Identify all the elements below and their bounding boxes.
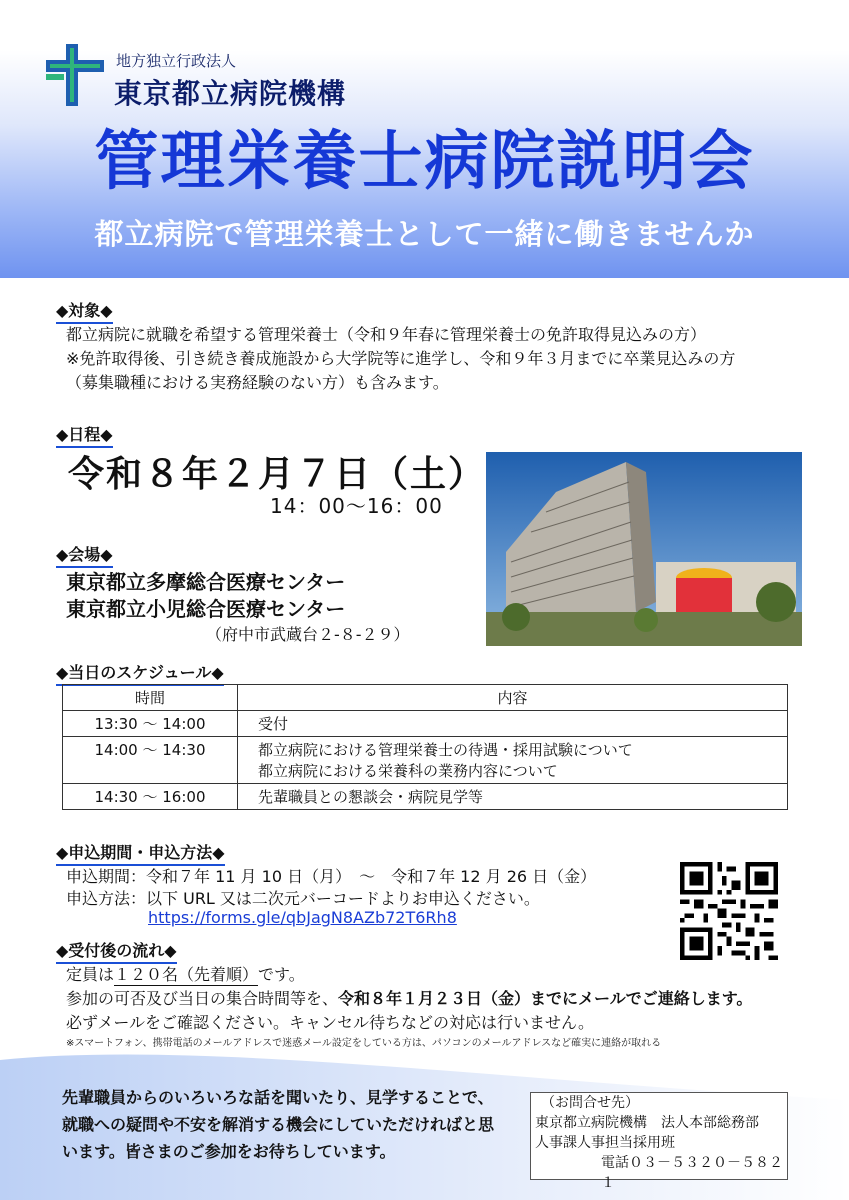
table-row (63, 784, 788, 810)
schedule-table (62, 684, 788, 810)
closing-line-2: 就職への疑問や不安を解消する機会にしていただければと思 (62, 1115, 495, 1134)
venue-name-1: 東京都立多摩総合医療センター (66, 570, 346, 594)
row-time: 14:00 ～ 14:30 (63, 737, 238, 784)
url-wrapper (148, 908, 457, 927)
row-time: 14:30 ～ 16:00 (63, 784, 238, 810)
schedule-header-row (63, 685, 788, 711)
row-time: 13:30 ～ 14:00 (63, 711, 238, 737)
flow-confirm: 必ずメールをご確認ください。キャンセル待ちなどの対応は行いません。 (66, 1013, 595, 1032)
contact-heading: （お問合せ先） (541, 1095, 639, 1111)
cross-logo-icon (46, 44, 104, 106)
closing-line-1: 先輩職員からのいろいろな話を聞いたり、見学することで、 (62, 1088, 494, 1107)
org-subtitle: 地方独立行政法人 (116, 52, 237, 70)
closing-line-3: います。皆さまのご参加をお待ちしています。 (62, 1142, 396, 1161)
row-content (238, 737, 788, 784)
flow-notify (66, 986, 752, 1009)
date-heading: ◆日程◆ (56, 422, 113, 448)
target-line-3: （募集職種における実務経験のない方）も含みます。 (66, 373, 449, 392)
period-value: 令和７年 11 月 10 日（月） ～ 令和７年 12 月 26 日（金） (146, 867, 597, 886)
application-url-link[interactable]: https://forms.gle/qbJagN8AZb72T6Rh8 (148, 908, 457, 927)
target-line-2: ※免許取得後、引き続き養成施設から大学院等に進学し、令和９年３月までに卒業見込みの方 (66, 349, 736, 368)
method-label: 申込方法： (66, 889, 147, 908)
application-period (66, 864, 596, 887)
method-value: 以下 URL 又は二次元バーコードよりお申込ください。 (146, 889, 540, 908)
venue-address: （府中市武蔵台２-８-２９） (206, 625, 410, 644)
target-heading: ◆対象◆ (56, 298, 113, 324)
qr-code-icon[interactable] (680, 862, 778, 960)
contact-line-1: 東京都立病院機構 法人本部総務部 (535, 1115, 759, 1131)
column-header-time: 時間 (63, 685, 238, 711)
event-date: 令和８年２月７日（土） (68, 454, 487, 495)
capacity-suffix: です。 (258, 965, 305, 984)
venue-heading: ◆会場◆ (56, 542, 113, 568)
application-method (66, 886, 540, 909)
org-name: 東京都立病院機構 (114, 77, 347, 110)
period-label: 申込期間： (66, 867, 147, 886)
flow-note-1: ※スマートフォン、携帯電話のメールアドレスで迷惑メール設定をしている方は、パソコンのメールアドレスなど確実に連絡が取れる (66, 1038, 662, 1049)
closing-message (62, 1084, 502, 1165)
row-content: 先輩職員との懇談会・病院見学等 (238, 784, 788, 810)
target-line-1: 都立病院に就職を希望する管理栄養士（令和９年春に管理栄養士の免許取得見込みの方） (66, 325, 707, 344)
contact-box (530, 1092, 788, 1191)
application-heading: ◆申込期間・申込方法◆ (56, 840, 225, 866)
page-subtitle: 都立病院で管理栄養士として一緒に働きませんか (94, 217, 755, 251)
table-row (63, 737, 788, 784)
event-time: 14：00～16：00 (270, 494, 443, 518)
venue-name-2: 東京都立小児総合医療センター (66, 597, 346, 621)
flow-capacity (66, 962, 305, 986)
notify-prefix: 参加の可否及び当日の集合時間等を、 (66, 989, 339, 1008)
flow-heading: ◆受付後の流れ◆ (56, 938, 177, 964)
column-header-content: 内容 (238, 685, 788, 711)
row-content-line-2: 都立病院における栄養科の業務内容について (258, 762, 558, 780)
capacity-prefix: 定員は (66, 965, 115, 984)
page-title: 管理栄養士病院説明会 (94, 125, 755, 199)
contact-phone: 電話０３－５３２０－５８２１ (601, 1155, 783, 1191)
table-row (63, 711, 788, 737)
notify-deadline: 令和８年１月２３日（金）までにメールでご連絡します。 (338, 989, 753, 1008)
day-schedule-heading: ◆当日のスケジュール◆ (56, 660, 224, 686)
contact-line-2: 人事課人事担当採用班 (535, 1135, 675, 1151)
capacity-value: １２０名（先着順） (114, 962, 258, 986)
row-content: 受付 (238, 711, 788, 737)
row-content-line-1: 都立病院における管理栄養士の待遇・採用試験について (258, 741, 633, 759)
hospital-building-photo (486, 452, 802, 646)
